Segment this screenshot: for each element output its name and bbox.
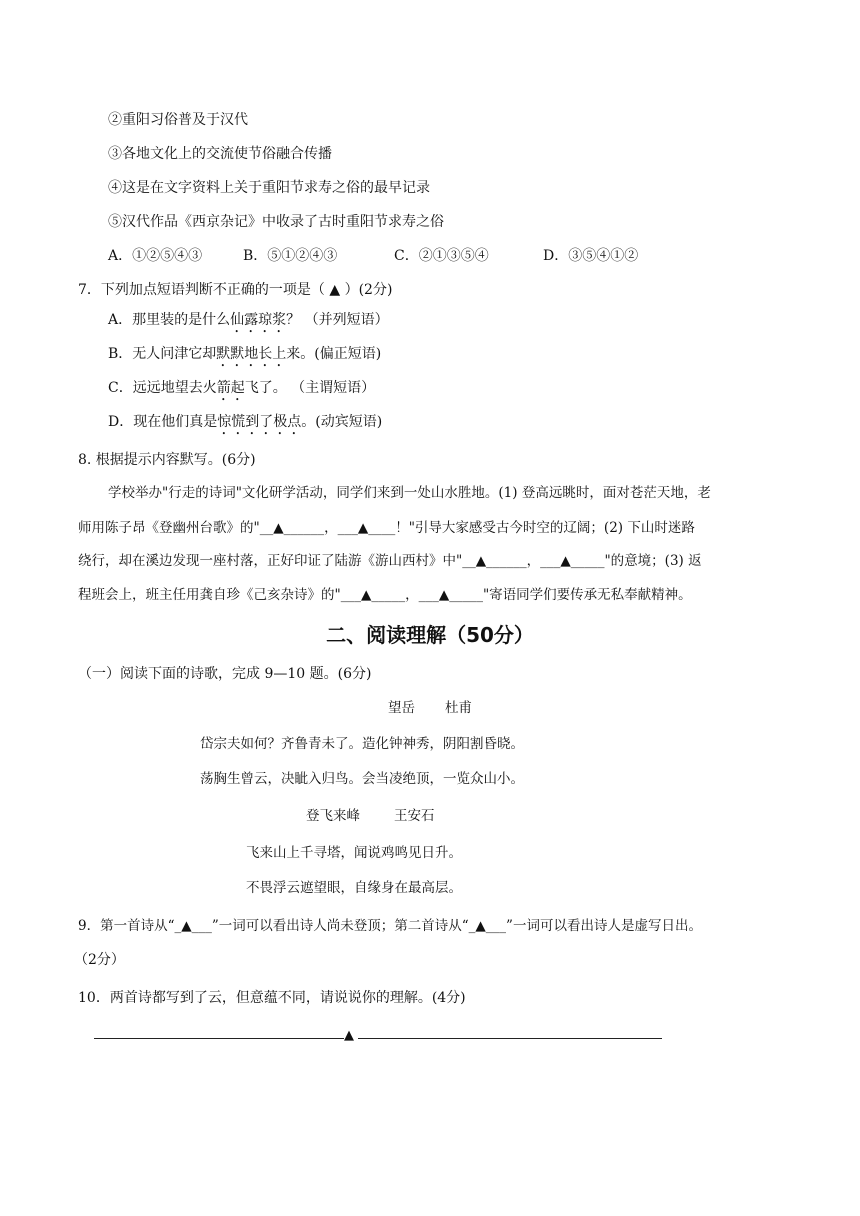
poem-2-line-2: 不畏浮云遮望眼，自缘身在最高层。 bbox=[246, 880, 462, 896]
q10-answer-line-right bbox=[358, 1038, 662, 1039]
poem-1-line-2: 荡胸生曾云，决眦入归鸟。会当凌绝顶，一览众山小。 bbox=[200, 771, 524, 787]
q7-option-d bbox=[108, 412, 382, 438]
reading-1-intro: （一）阅读下面的诗歌，完成 9—10 题。(6分) bbox=[78, 666, 372, 682]
q7-a-pre: A．那里装的是什么 bbox=[108, 312, 231, 328]
q10-answer-line-left bbox=[94, 1038, 344, 1039]
q6-option-c: C．②①③⑤④ bbox=[394, 248, 489, 264]
q9-text: 9．第一首诗从“_▲___”一词可以看出诗人尚未登顶；第二首诗从“_▲___”一词可以看出诗人是虚写日出。 bbox=[78, 918, 702, 934]
q9-score: （2分） bbox=[74, 952, 125, 968]
poem-1-line-1: 岱宗夫如何？齐鲁青未了。造化钟神秀，阴阳割昏晓。 bbox=[200, 736, 524, 752]
q7-a-post: ？ （并列短语） bbox=[286, 312, 389, 328]
q7-c-post: 飞了。 （主谓短语） bbox=[244, 380, 376, 396]
poem-1-heading bbox=[388, 698, 472, 718]
q6-option-a: A．①②⑤④③ bbox=[108, 248, 203, 264]
q7-option-a bbox=[108, 310, 389, 336]
poem-2-line-1: 飞来山上千寻塔，闻说鸡鸣见日升。 bbox=[246, 845, 462, 861]
q7-c-pre: C．远远地望去火 bbox=[108, 380, 217, 396]
poem-1-author: 杜甫 bbox=[445, 700, 472, 716]
poem-2-title: 登飞来峰 bbox=[306, 808, 360, 824]
poem-1-title: 望岳 bbox=[388, 700, 415, 716]
q6-item-2: ②重阳习俗普及于汉代 bbox=[108, 112, 248, 128]
q8-line-1: 学校举办"行走的诗词"文化研学活动，同学们来到一处山水胜地。(1) 登高远眺时，面对苍茫天地，老 bbox=[108, 485, 711, 501]
q7-stem: 7．下列加点短语判断不正确的一项是（ ▲ ）(2分) bbox=[78, 282, 393, 298]
q8-line-4: 程班会上，班主任用龚自珍《己亥杂诗》的"___▲_____，___▲_____"寄语同学们要传承无私奉献精神。 bbox=[78, 587, 692, 603]
q6-item-3: ③各地文化上的交流使节俗融合传播 bbox=[108, 146, 332, 162]
q7-b-pre: B．无人问津它却 bbox=[108, 346, 217, 362]
q7-a-dotted: 仙露琼浆 bbox=[230, 312, 287, 328]
q7-b-post: 来。(偏正短语) bbox=[286, 346, 382, 362]
q8-line-3: 绕行，却在溪边发现一座村落，正好印证了陆游《游山西村》中"__▲______，___▲_____"的意境；(3) 返 bbox=[78, 553, 702, 569]
q10-text: 10．两首诗都写到了云，但意蕴不同，请说说你的理解。(4分) bbox=[78, 990, 466, 1006]
q6-option-d: D．③⑤④①② bbox=[543, 248, 639, 264]
poem-2-heading bbox=[306, 806, 435, 826]
q7-c-dotted: 箭起 bbox=[216, 380, 245, 396]
q7-option-c bbox=[108, 378, 375, 404]
poem-2-author: 王安石 bbox=[394, 808, 435, 824]
q7-d-post: 。(动宾短语) bbox=[301, 414, 383, 430]
q8-stem: 8. 根据提示内容默写。(6分) bbox=[78, 452, 256, 468]
section-heading: 二、阅读理解（50分） bbox=[326, 623, 534, 647]
q7-d-pre: D．现在他们真是 bbox=[108, 414, 218, 430]
q7-option-b bbox=[108, 344, 381, 370]
q8-line-2: 师用陈子昂《登幽州台歌》的"__▲______，___▲____！"引导大家感受古今时空的辽阔；(2) 下山时迷路 bbox=[78, 520, 695, 536]
q6-item-4: ④这是在文字资料上关于重阳节求寿之俗的最早记录 bbox=[108, 180, 430, 196]
q7-d-dotted: 惊慌到了极点 bbox=[217, 414, 302, 430]
q6-item-5: ⑤汉代作品《西京杂记》中收录了古时重阳节求寿之俗 bbox=[108, 214, 444, 230]
q6-option-b: B．⑤①②④③ bbox=[243, 248, 338, 264]
q7-b-dotted: 默默地长上 bbox=[216, 346, 287, 362]
q10-answer-marker: ▲ bbox=[344, 1028, 354, 1043]
